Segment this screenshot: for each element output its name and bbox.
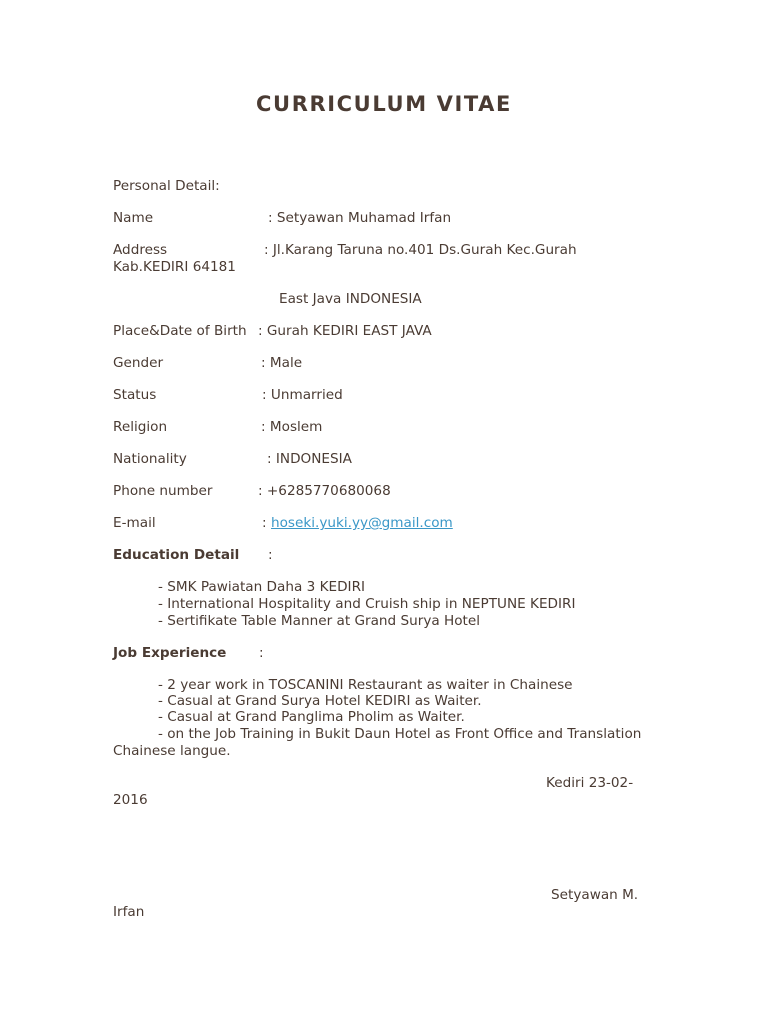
address-line-2: Kab.KEDIRI 64181 — [113, 259, 236, 275]
status-label: Status — [113, 387, 157, 403]
gender-value: : Male — [261, 355, 303, 371]
address-line-3: East Java INDONESIA — [279, 291, 422, 307]
religion-label: Religion — [113, 419, 168, 435]
experience-item: - 2 year work in TOSCANINI Restaurant as waiter in Chainese — [158, 677, 573, 693]
signature-line-2: Irfan — [113, 904, 145, 920]
name-label: Name — [113, 210, 154, 226]
education-separator: : — [268, 547, 273, 563]
date-line-1: Kediri 23-02- — [546, 775, 634, 791]
status-value: : Unmarried — [262, 387, 343, 403]
email-separator: : — [262, 515, 267, 531]
address-label: Address — [113, 242, 168, 258]
experience-item: - on the Job Training in Bukit Daun Hotel as Front Office and Translation — [158, 726, 642, 742]
gender-label: Gender — [113, 355, 164, 371]
name-value: : Setyawan Muhamad Irfan — [268, 210, 452, 226]
education-heading: Education Detail — [113, 547, 240, 563]
birth-label: Place&Date of Birth — [113, 323, 247, 339]
signature-line-1: Setyawan M. — [551, 887, 639, 903]
experience-separator: : — [259, 645, 264, 661]
experience-item: - Casual at Grand Panglima Pholim as Waiter. — [158, 709, 465, 725]
education-item: - SMK Pawiatan Daha 3 KEDIRI — [158, 579, 366, 595]
address-value: : Jl.Karang Taruna no.401 Ds.Gurah Kec.Gurah — [264, 242, 577, 258]
phone-label: Phone number — [113, 483, 213, 499]
nationality-label: Nationality — [113, 451, 187, 467]
education-item: - Sertifikate Table Manner at Grand Surya Hotel — [158, 613, 481, 629]
date-line-2: 2016 — [113, 792, 148, 808]
phone-value: : +6285770680068 — [258, 483, 391, 499]
religion-value: : Moslem — [261, 419, 323, 435]
email-label: E-mail — [113, 515, 156, 531]
email-link[interactable]: hoseki.yuki.yy@gmail.com — [271, 515, 453, 531]
nationality-value: : INDONESIA — [267, 451, 352, 467]
education-item: - International Hospitality and Cruish ship in NEPTUNE KEDIRI — [158, 596, 576, 612]
experience-item: - Casual at Grand Surya Hotel KEDIRI as Waiter. — [158, 693, 482, 709]
personal-detail-heading: Personal Detail: — [113, 178, 220, 194]
birth-value: : Gurah KEDIRI EAST JAVA — [258, 323, 432, 339]
document-title: CURRICULUM VITAE — [256, 92, 512, 116]
experience-heading: Job Experience — [113, 645, 227, 661]
experience-item-wrap: Chainese langue. — [113, 743, 231, 759]
